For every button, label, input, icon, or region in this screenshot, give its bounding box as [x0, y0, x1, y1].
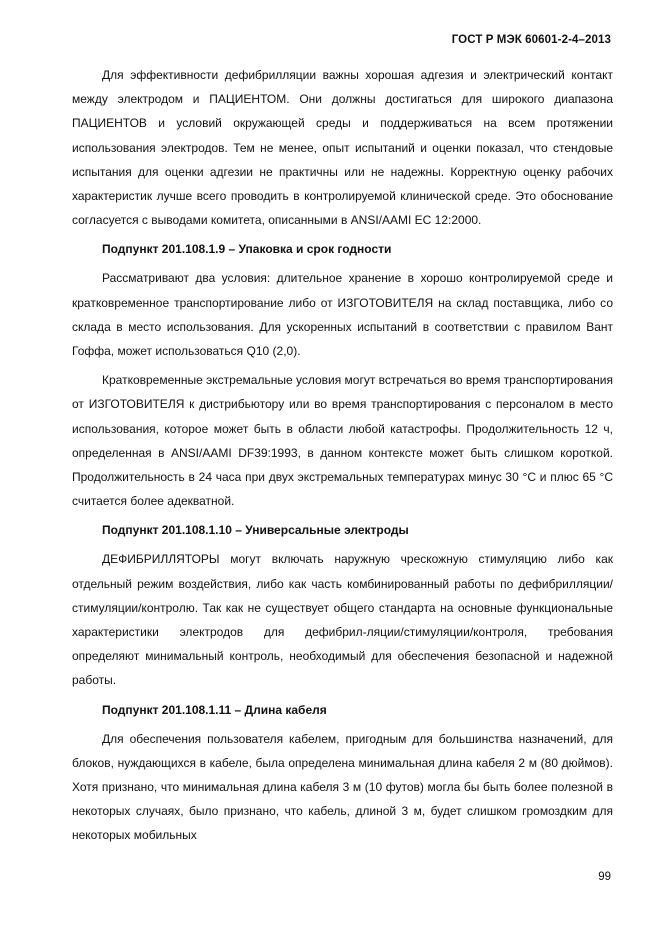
- paragraph-storage-conditions: Рассматривают два условия: длительное хранение в хорошо контролируемой среде и кратковременное транспортирование либо от ИЗГОТОВИТЕЛЯ на склад поставщика, либо со склада в место использования. Для ускоренных испытаний в соответствии с правилом Вант Гоффа, может использоваться Q10 (2,0).: [72, 271, 613, 359]
- subclause-heading-universal-electrodes: Подпункт 201.108.1.10 – Универсальные электроды: [102, 523, 409, 538]
- document-body: [72, 63, 613, 853]
- standard-header: ГОСТ Р МЭК 60601-2-4–2013: [451, 34, 611, 46]
- paragraph-adhesion: Для эффективности дефибрилляции важны хорошая адгезия и электрический контакт между электродом и ПАЦИЕНТОМ. Они должны достигаться для широкого диапазона ПАЦИЕНТОВ и условий окружающей среды и поддерживаться на всем протяжении использования электродов. Тем не менее, опыт испытаний и оценки показал, что стендовые испытания для оценки адгезии не практичны или не надежны. Корректную оценку рабочих характеристик лучше всего проводить в контролируемой клинической среде. Это обоснование согласуется с выводами комитета, описанными в ANSI/AAMI EC 12:2000.: [72, 68, 613, 228]
- paragraph-cable-length: Для обеспечения пользователя кабелем, пригодным для большинства назначений, для блоков, нуждающихся в кабеле, была определена минимальная длина кабеля 2 м (80 дюймов). Хотя признано, что минимальная длина кабеля 3 м (10 футов) могла бы быть более полезной в некоторых случаях, было признано, что кабель, длиной 3 м, будет слишком громоздким для некоторых мобильных: [72, 731, 613, 843]
- page-number: 99: [598, 871, 611, 883]
- subclause-heading-packaging: Подпункт 201.108.1.9 – Упаковка и срок годности: [102, 242, 392, 257]
- subclause-heading-cable-length: Подпункт 201.108.1.11 – Длина кабеля: [102, 702, 327, 717]
- paragraph-extreme-conditions: Кратковременные экстремальные условия могут встречаться во время транспортирования от ИЗГОТОВИТЕЛЯ к дистрибьютору или во время транспортирования с персоналом в место использования, которое может быть в области любой катастрофы. Продолжительность 12 ч, определенная в ANSI/AAMI DF39:1993, в данном контексте может быть слишком короткой. Продолжительность в 24 часа при двух экстремальных температурах минус 30 °С и плюс 65 °С считается более адекватной.: [72, 373, 613, 509]
- paragraph-pacing: ДЕФИБРИЛЛЯТОРЫ могут включать наружную чрескожную стимуляцию либо как отдельный режим воздействия, либо как часть комбинированный работы по дефибрилляции/стимуляции/контролю. Так как не существует общего стандарта на основные функциональные характеристики электродов для дефибрил-ляции/стимуляции/контроля, требования определяют минимальный контроль, необходимый для обеспечения безопасной и надежной работы.: [72, 552, 613, 688]
